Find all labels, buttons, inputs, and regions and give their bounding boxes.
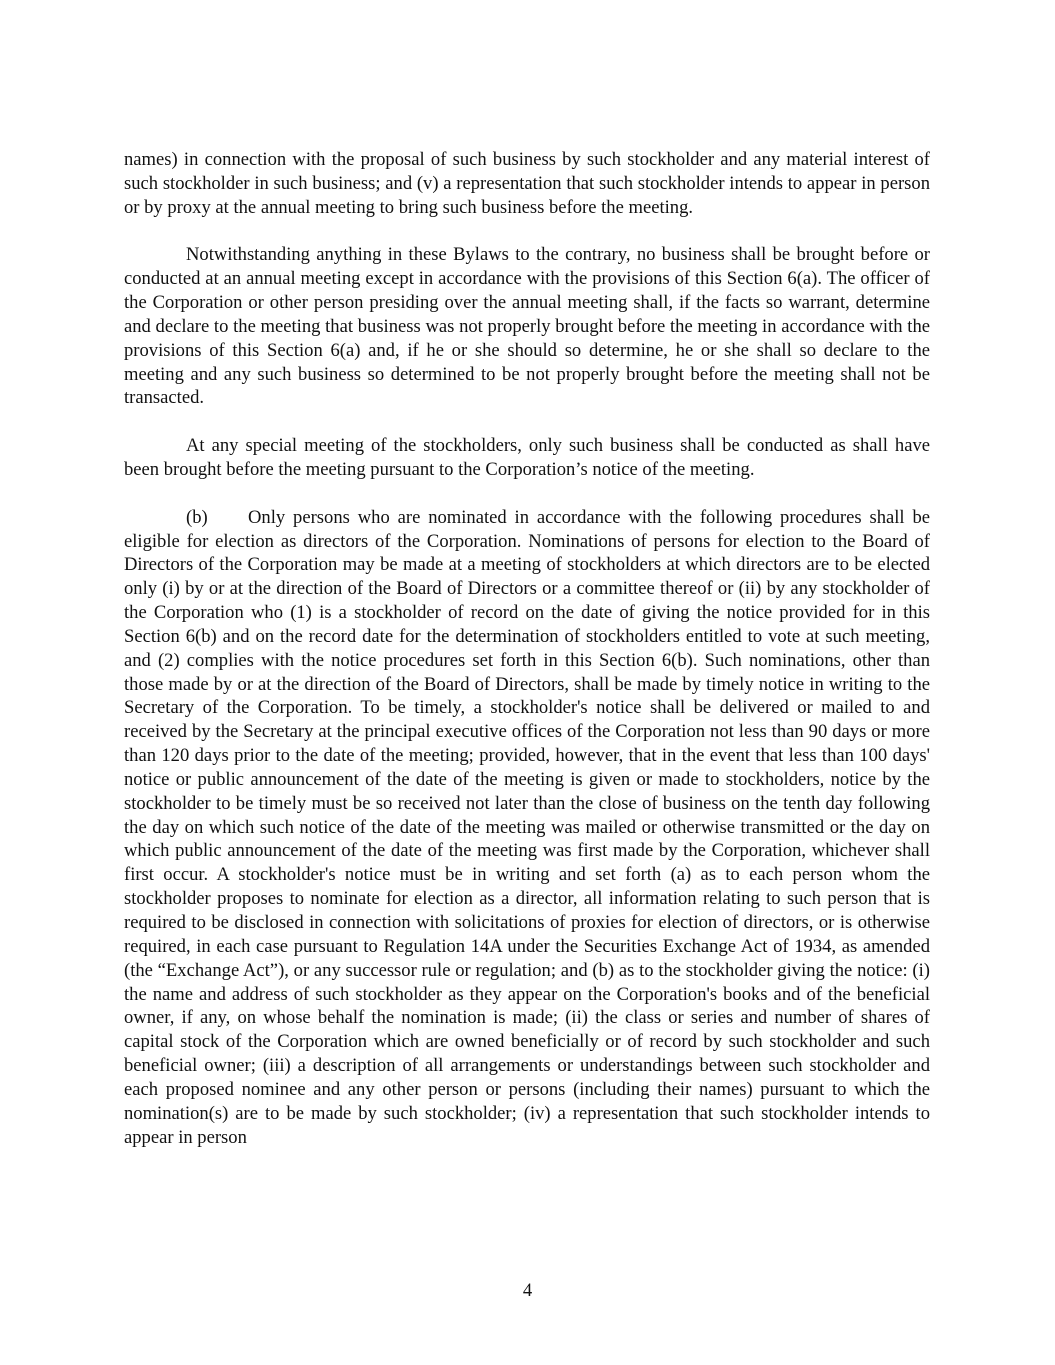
paragraph-continuation: names) in connection with the proposal of such business by such stockholder and any material interest of such stockholder in such business; and (v) a representation that such stockholder intends to appear in person or by proxy at the annual meeting to bring such business before the meeting. (124, 149, 930, 218)
document-body (124, 148, 930, 1173)
paragraph-section-6b-text: Only persons who are nominated in accordance with the following procedures shall be eligible for election as directors of the Corporation. Nominations of persons for election to the Board of Directors of the Corporation may be made at a meeting of stockholders at which directors are to be elected only (i) by or at the direction of the Board of Directors or a committee thereof or (ii) by any stockholder of the Corporation who (1) is a stockholder of record on the date of giving the notice provided for in this Section 6(b) and on the record date for the determination of stockholders entitled to vote at such meeting, and (2) complies with the notice procedures set forth in this Section 6(b). Such nominations, other than those made by or at the direction of the Board of Directors, shall be made by timely notice in writing to the Secretary of the Corporation. To be timely, a stockholder's notice shall be delivered or mailed to and received by the Secretary at the principal executive offices of the Corporation not less than 90 days or more than 120 days prior to the date of the meeting; provided, however, that in the event that less than 100 days' notice or public announcement of the date of the meeting is given or made to stockholders, notice by the stockholder to be timely must be so received not later than the close of business on the tenth day following the day on which such notice of the date of the meeting was mailed or otherwise transmitted or the day on which public announcement of the date of the meeting was first made by the Corporation, whichever shall first occur. A stockholder's notice must be in writing and set forth (a) as to each person whom the stockholder proposes to nominate for election as a director, all information relating to such person that is required to be disclosed in connection with solicitations of proxies for election of directors, or is otherwise required, in each case pursuant to Regulation 14A under the Securities Exchange Act of 1934, as amended (the “Exchange Act”), or any successor rule or regulation; and (b) as to the stockholder giving the notice: (i) the name and address of such stockholder as they appear on the Corporation's books and of the beneficial owner, if any, on whose behalf the nomination is made; (ii) the class or series and number of shares of capital stock of the Corporation which are owned beneficially or of record by such stockholder and such beneficial owner; (iii) a description of all arrangements or understandings between such stockholder and each proposed nominee and any other person or persons (including their names) pursuant to which the nomination(s) are to be made by such stockholder; (iv) a representation that such stockholder intends to appear in person (124, 506, 930, 1148)
paragraph-special-meeting: At any special meeting of the stockholders, only such business shall be conducted as shall have been brought before the meeting pursuant to the Corporation’s notice of the meeting. (124, 435, 930, 480)
paragraph-notwithstanding: Notwithstanding anything in these Bylaws to the contrary, no business shall be brought before or conducted at an annual meeting except in accordance with the provisions of this Section 6(a). The officer of the Corporation or other person presiding over the annual meeting shall, if the facts so warrant, determine and declare to the meeting that business was not properly brought before the meeting in accordance with the provisions of this Section 6(a) and, if he or she should so determine, he or she shall so declare to the meeting and any such business so determined to be not properly brought before the meeting shall not be transacted. (124, 244, 930, 409)
subsection-label: (b) (186, 506, 208, 528)
paragraph-section-6b (124, 506, 930, 1150)
page-number: 4 (522, 1280, 533, 1301)
